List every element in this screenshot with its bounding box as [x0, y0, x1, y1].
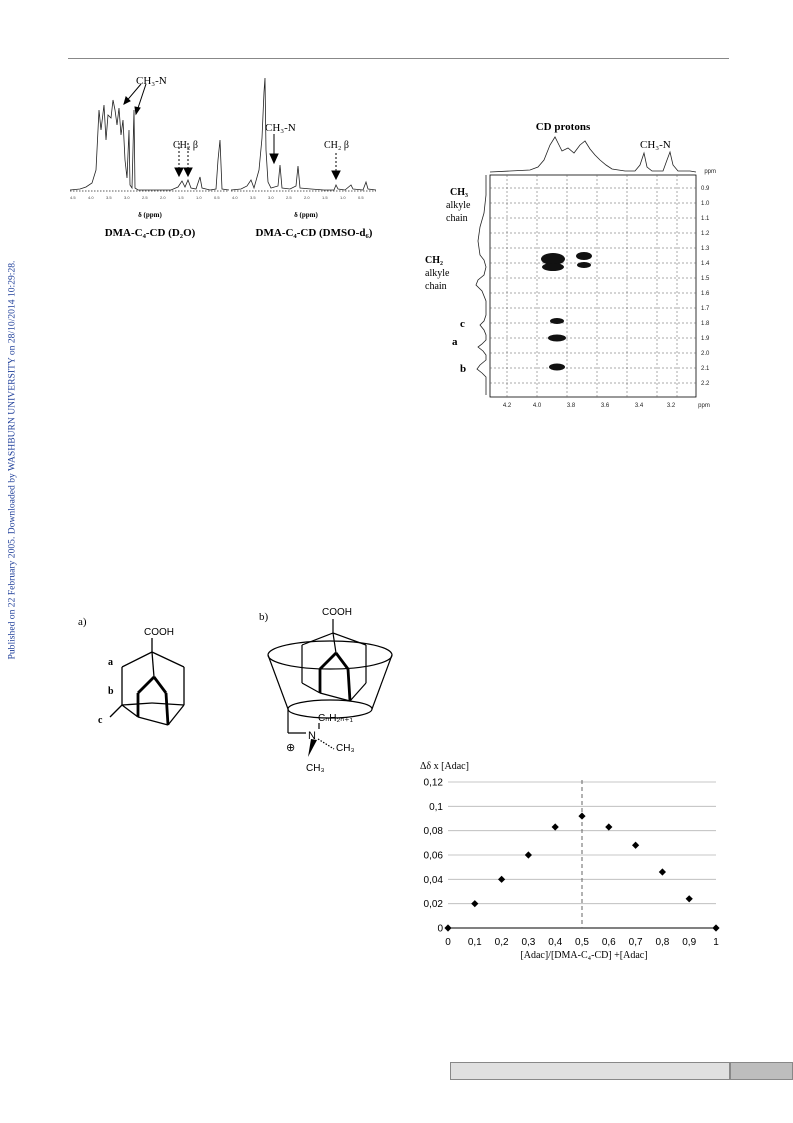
svg-text:3.4: 3.4 — [634, 403, 644, 409]
methyl-right-label: CH₃ — [336, 743, 355, 754]
data-point — [686, 895, 693, 902]
y-tick-label: 0,06 — [423, 850, 443, 862]
y-tick-label: 0,08 — [423, 826, 443, 838]
svg-text:3.5: 3.5 — [250, 195, 256, 200]
data-point — [659, 868, 666, 875]
svg-text:3.8: 3.8 — [566, 403, 576, 409]
noesy-y-ticks — [701, 169, 716, 387]
svg-text:1.5: 1.5 — [178, 195, 184, 200]
nmr-spectrum-d2o — [70, 100, 229, 191]
x-tick-label: 0,1 — [467, 937, 482, 948]
nmr-spectrum-dmso — [231, 78, 376, 191]
y-tick-label: 0,04 — [423, 874, 443, 886]
left-ch3n-label: CH₃-N — [136, 75, 167, 87]
svg-text:3.5: 3.5 — [106, 195, 112, 200]
y-tick-label: 0,1 — [429, 801, 443, 813]
svg-text:3.0: 3.0 — [268, 195, 274, 200]
svg-text:1.0: 1.0 — [701, 201, 710, 207]
position-b-label: b — [108, 686, 114, 697]
right-caption: DMA-C₄-CD (DMSO-d₆) — [255, 227, 373, 239]
x-tick-label: 1 — [713, 937, 719, 948]
nmr-annotation-arrows — [124, 84, 340, 179]
x-tick-label: 0,5 — [575, 937, 589, 948]
x-tick-label: 0,2 — [494, 937, 509, 948]
ch3-chain-label: CH₃ — [450, 187, 468, 198]
svg-text:1.7: 1.7 — [701, 306, 710, 312]
position-c-label: c — [98, 715, 103, 726]
position-a-label: a — [108, 657, 113, 668]
x-tick-label: 0,4 — [548, 937, 563, 948]
peak-label-b: b — [460, 363, 467, 375]
right-ch2-label: CH₂ β — [324, 140, 349, 151]
alkyl-chain-label: CₙH₂ₙ₊₁ — [318, 713, 353, 724]
positive-charge-icon: ⊕ — [286, 742, 296, 754]
right-xlabel: δ (ppm) — [294, 211, 318, 219]
svg-text:ppm: ppm — [704, 169, 716, 175]
svg-text:1.4: 1.4 — [701, 261, 710, 267]
y-axis-label: Δδ x [Adac] — [420, 761, 469, 772]
ch2-chain-label: CH₂ — [425, 255, 443, 266]
data-point — [471, 900, 478, 907]
noesy-cross-peaks — [541, 252, 592, 371]
left-caption: DMA-C₄-CD (D₂O) — [104, 227, 196, 239]
inclusion-complex — [268, 619, 392, 749]
y-tick-label: 0 — [437, 923, 443, 935]
nmr-1d-tick-rows — [70, 195, 364, 200]
cooh-a-label: COOH — [144, 627, 174, 638]
svg-text:1.2: 1.2 — [701, 231, 710, 237]
svg-text:0.5: 0.5 — [214, 195, 220, 200]
svg-text:3.2: 3.2 — [666, 403, 676, 409]
download-watermark-text: Published on 22 February 2005. Downloaded by WASHBURN UNIVERSITY on 28/10/2014 10:29:28. — [6, 260, 18, 660]
header-rule — [68, 58, 729, 59]
adamantane-carboxylic-acid — [110, 638, 184, 725]
svg-text:1.1: 1.1 — [701, 216, 710, 222]
svg-text:2.0: 2.0 — [701, 351, 710, 357]
ch2-chain-sub1: alkyle — [425, 268, 450, 279]
data-point — [525, 851, 532, 858]
svg-text:4.5: 4.5 — [70, 195, 76, 200]
ch3-chain-sub2: chain — [446, 213, 468, 224]
ch3-chain-sub1: alkyle — [446, 200, 471, 211]
svg-text:1.9: 1.9 — [701, 336, 710, 342]
data-point — [444, 924, 451, 931]
footer-page-box — [730, 1062, 793, 1080]
structure-b-label: b) — [259, 611, 269, 623]
svg-text:3.6: 3.6 — [600, 403, 610, 409]
x-tick-label: 0 — [445, 937, 451, 948]
noesy-x-ticks — [503, 403, 710, 409]
svg-text:4.0: 4.0 — [88, 195, 94, 200]
noesy-plot-frame — [490, 175, 696, 397]
svg-text:1.3: 1.3 — [701, 246, 710, 252]
svg-text:2.1: 2.1 — [701, 366, 710, 372]
svg-text:0.5: 0.5 — [358, 195, 364, 200]
data-point — [605, 823, 612, 830]
svg-text:1.6: 1.6 — [701, 291, 710, 297]
chemical-structures — [74, 605, 404, 795]
data-point — [498, 876, 505, 883]
ch3n-2d-label: CH₃-N — [640, 139, 671, 151]
cd-protons-label: CD protons — [535, 121, 591, 133]
svg-text:2.5: 2.5 — [142, 195, 148, 200]
nitrogen-label: N — [308, 730, 316, 742]
cooh-b-label: COOH — [322, 607, 352, 618]
noesy-2d-spectrum — [420, 115, 720, 425]
svg-text:2.5: 2.5 — [286, 195, 292, 200]
svg-text:4.2: 4.2 — [502, 403, 512, 409]
left-projection-trace — [476, 175, 486, 395]
svg-text:0.9: 0.9 — [701, 186, 710, 192]
svg-text:2.0: 2.0 — [304, 195, 310, 200]
methyl-bottom-label: CH₃ — [306, 763, 325, 774]
x-tick-label: 0,6 — [601, 937, 616, 948]
structure-a-label: a) — [78, 616, 87, 628]
svg-text:1.8: 1.8 — [701, 321, 710, 327]
x-tick-label: 0,7 — [628, 937, 643, 948]
right-ch3n-label: CH₃-N — [265, 122, 296, 134]
svg-text:2.0: 2.0 — [160, 195, 166, 200]
peak-label-c: c — [460, 318, 465, 330]
svg-text:1.0: 1.0 — [340, 195, 346, 200]
svg-text:4.0: 4.0 — [532, 403, 542, 409]
y-tick-label: 0,02 — [423, 899, 443, 911]
ch2-chain-sub2: chain — [425, 281, 447, 292]
svg-text:3.0: 3.0 — [124, 195, 130, 200]
footer-bar — [450, 1062, 730, 1080]
nmr-1d-spectra — [66, 70, 386, 245]
data-point — [552, 823, 559, 830]
download-watermark — [2, 230, 22, 690]
svg-text:4.0: 4.0 — [232, 195, 238, 200]
data-point — [712, 924, 719, 931]
y-tick-label: 0,12 — [423, 777, 443, 789]
left-xlabel: δ (ppm) — [138, 211, 162, 219]
x-tick-label: 0,8 — [655, 937, 670, 948]
noesy-grid — [490, 175, 696, 397]
left-ch2-label: CH₂ β — [173, 140, 198, 151]
peak-label-a: a — [452, 336, 458, 348]
x-tick-label: 0,3 — [521, 937, 536, 948]
x-tick-label: 0,9 — [682, 937, 697, 948]
x-axis-label: [Adac]/[DMA-C₄-CD] +[Adac] — [520, 950, 648, 961]
data-point — [578, 812, 585, 819]
svg-text:1.5: 1.5 — [701, 276, 710, 282]
svg-text:2.2: 2.2 — [701, 381, 710, 387]
job-plot-chart — [405, 755, 730, 970]
svg-text:1.5: 1.5 — [322, 195, 328, 200]
data-point — [632, 842, 639, 849]
svg-text:1.0: 1.0 — [196, 195, 202, 200]
svg-text:ppm: ppm — [698, 403, 710, 409]
